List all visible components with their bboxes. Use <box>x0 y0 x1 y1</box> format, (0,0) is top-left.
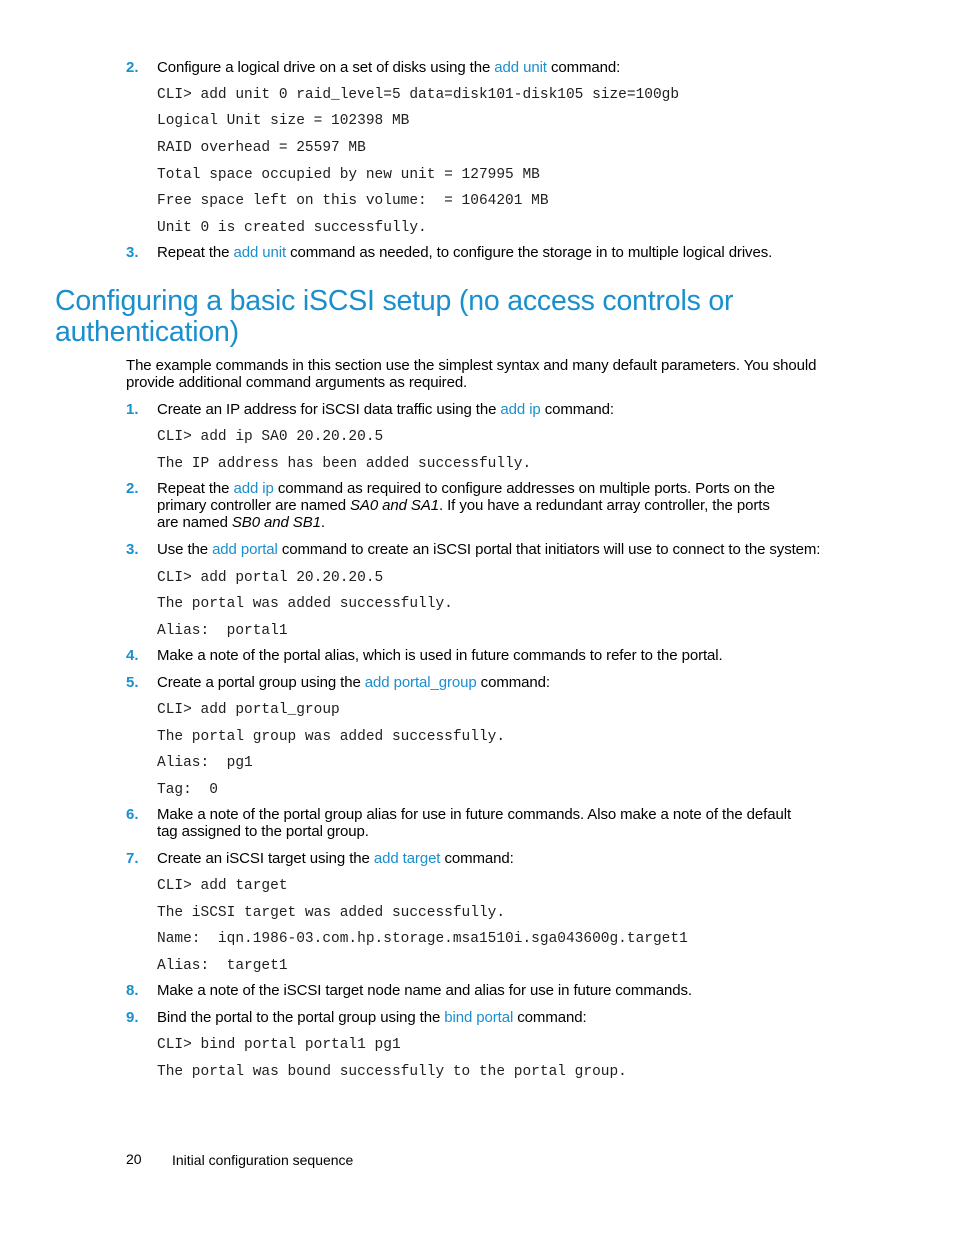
code-line: CLI> add portal 20.20.20.5 <box>157 570 384 586</box>
code-line: The portal group was added successfully. <box>157 729 506 745</box>
port-names: SB0 and SB1 <box>231 514 321 531</box>
intro-line: provide additional command arguments as required. <box>126 374 468 391</box>
page-number: 20 <box>126 1151 142 1167</box>
footer-section-title: Initial configuration sequence <box>172 1152 354 1168</box>
step-text-pre: Create an IP address for iSCSI data traffic using the <box>157 401 501 418</box>
step-text-pre: Use the <box>157 541 213 558</box>
step-text <box>157 401 837 418</box>
step-number: 6. <box>126 806 139 823</box>
code-line: The portal was bound successfully to the portal group. <box>157 1064 627 1080</box>
intro-line: The example commands in this section use the simplest syntax and many default parameters. You should <box>126 357 817 374</box>
step-text-pre: Repeat the <box>157 480 234 497</box>
step-text-pre: Bind the portal to the portal group using the <box>157 1009 445 1026</box>
step-number: 3. <box>126 244 139 261</box>
step-text: Make a note of the portal alias, which is used in future commands to refer to the portal. <box>157 647 723 664</box>
step-text-post: command: <box>513 1009 587 1026</box>
add-portal-link[interactable]: add portal <box>212 541 278 558</box>
step-text-post: command to create an iSCSI portal that initiators will use to connect to the system: <box>277 541 821 558</box>
code-line: CLI> add portal_group <box>157 702 340 718</box>
add-target-link[interactable]: add target <box>373 850 441 867</box>
bind-portal-link[interactable]: bind portal <box>444 1009 514 1026</box>
step-text-pre: are named <box>157 514 232 531</box>
code-line: CLI> add target <box>157 878 288 894</box>
code-line: The iSCSI target was added successfully. <box>157 905 506 921</box>
code-line: Total space occupied by new unit = 127995 MB <box>157 167 540 183</box>
step-text-line: Make a note of the portal group alias for use in future commands. Also make a note of the default <box>157 806 792 823</box>
step-text <box>157 850 837 867</box>
step-text: Make a note of the iSCSI target node name and alias for use in future commands. <box>157 982 692 999</box>
section-heading <box>55 286 915 348</box>
step-number: 1. <box>126 401 139 418</box>
code-line: Alias: target1 <box>157 958 288 974</box>
code-line: Tag: 0 <box>157 782 218 798</box>
step-text-post: . <box>320 514 325 531</box>
step-text-post: . If you have a redundant array controller, the ports <box>438 497 770 514</box>
code-line: CLI> add unit 0 raid_level=5 data=disk101-disk105 size=100gb <box>157 87 680 103</box>
intro-paragraph <box>126 357 836 391</box>
step-text-pre: Create an iSCSI target using the <box>157 850 374 867</box>
step-number: 8. <box>126 982 139 999</box>
port-names: SA0 and SA1 <box>350 497 439 514</box>
code-line: RAID overhead = 25597 MB <box>157 140 366 156</box>
step-text-post: command as needed, to configure the storage in to multiple logical drives. <box>286 244 773 261</box>
step-text-post: command: <box>476 674 550 691</box>
step-text-post: command: <box>440 850 514 867</box>
step-text-post: command as required to configure addresses on multiple ports. Ports on the <box>273 480 775 497</box>
code-line: Unit 0 is created successfully. <box>157 220 427 236</box>
step-text <box>157 674 837 691</box>
step-text <box>157 1009 837 1026</box>
step-number: 7. <box>126 850 139 867</box>
step-text <box>157 480 837 531</box>
code-line: The IP address has been added successfully. <box>157 456 532 472</box>
section-heading-line: Configuring a basic iSCSI setup (no access controls or <box>55 285 734 317</box>
add-ip-link[interactable]: add ip <box>500 401 541 418</box>
step-number: 9. <box>126 1009 139 1026</box>
step-number: 4. <box>126 647 139 664</box>
step-number: 2. <box>126 59 139 76</box>
step-number: 3. <box>126 541 139 558</box>
code-line: Alias: pg1 <box>157 755 253 771</box>
step-text <box>157 541 837 558</box>
code-line: Alias: portal1 <box>157 623 288 639</box>
code-line: Free space left on this volume: = 1064201 MB <box>157 193 549 209</box>
code-line: The portal was added successfully. <box>157 596 453 612</box>
step-text-post: command: <box>546 59 621 76</box>
add-unit-link[interactable]: add unit <box>494 59 547 76</box>
code-line: Name: iqn.1986-03.com.hp.storage.msa1510i.sga043600g.target1 <box>157 931 688 947</box>
step-text-line: tag assigned to the portal group. <box>157 823 369 840</box>
add-unit-link[interactable]: add unit <box>233 244 287 261</box>
step-number: 2. <box>126 480 139 497</box>
code-line: CLI> add ip SA0 20.20.20.5 <box>157 429 384 445</box>
step-text <box>157 59 837 76</box>
step-text-pre: Repeat the <box>157 244 234 261</box>
step-number: 5. <box>126 674 139 691</box>
code-line: Logical Unit size = 102398 MB <box>157 113 410 129</box>
section-heading-line: authentication) <box>55 316 239 348</box>
step-text-pre: primary controller are named <box>157 497 351 514</box>
step-text <box>157 806 837 840</box>
step-text-post: command: <box>540 401 614 418</box>
add-ip-link[interactable]: add ip <box>233 480 274 497</box>
code-line: CLI> bind portal portal1 pg1 <box>157 1037 401 1053</box>
step-text <box>157 244 837 261</box>
add-portal-group-link[interactable]: add portal_group <box>364 674 477 691</box>
step-text-pre: Configure a logical drive on a set of disks using the <box>157 59 495 76</box>
step-text-pre: Create a portal group using the <box>157 674 365 691</box>
